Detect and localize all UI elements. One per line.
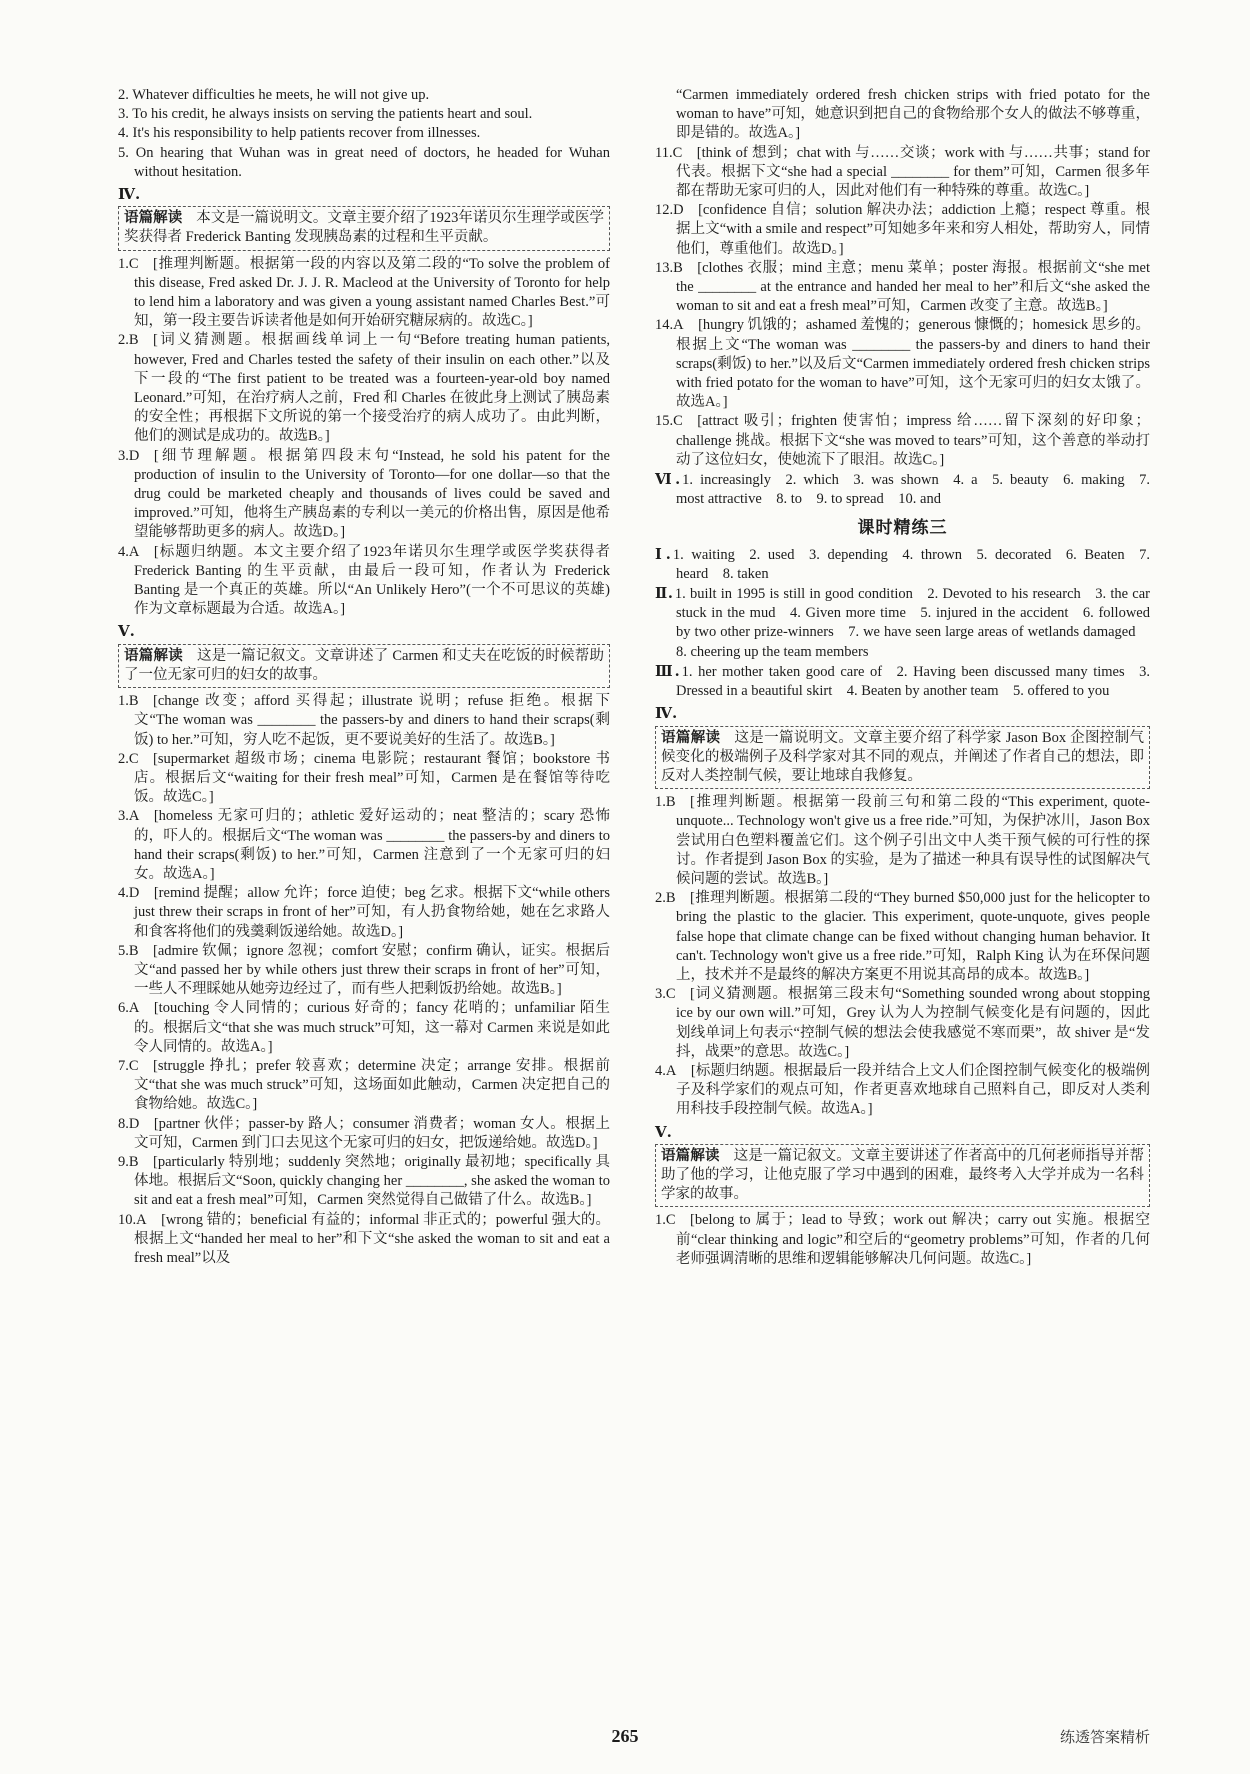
section-vi-answers	[655, 470, 1150, 509]
answer-list: 1. built in 1995 is still in good condition 2. Devoted to his research 3. the car stuck in the mud 4. Given more time 5. injured in the accident 6. followed by two other prize-winners 7. we have seen large areas of wetlands damaged 8. cheering up the team members	[674, 586, 1150, 660]
section-label: Ⅴ.	[118, 622, 135, 641]
answer-item: 12.D [confidence 自信；solution 解决办法；addiction 上瘾；respect 尊重。根据上文“with a smile and respect”可知她多年来和穷人相处，帮助穷人，同情他们，尊重他们。故选D。]	[655, 202, 1150, 257]
answer-item: 1.B [change 改变；afford 买得起；illustrate 说明；refuse 拒绝。根据下文“The woman was ________ the passers-by and diners to hand their scraps(剩饭) to her.”可知，穷人吃不起饭，更不要说美好的生活了。故选B。]	[118, 693, 610, 748]
answer-item: 3.C [词义猜测题。根据第三段末句“Something sounded wrong about stopping ice by our own will.”可知，Grey 认为人为控制气候变化是有问题的，因此划线单词上句表示“控制气候的想法会使我感觉不寒而栗”，故 shiver 是“发抖，战栗”的意思。故选C。]	[655, 986, 1150, 1060]
reading-summary-box	[655, 1144, 1150, 1208]
sentence-item: 5. On hearing that Wuhan was in great need of doctors, he headed for Wuhan without hesitation.	[118, 144, 610, 180]
section-label: Ⅲ.	[655, 662, 680, 680]
sentence-item: 3. To his credit, he always insists on serving the patients heart and soul.	[118, 106, 533, 123]
reading-summary-box	[118, 206, 610, 250]
answer-item: 1.B [推理判断题。根据第一段前三句和第二段的“This experiment, quote-unquote... Technology won't give us a free ride.”可知，为保护冰川，Jason Box 尝试用白色塑料覆盖它们。这个例子引出文中人类干预气候的可行性的探讨。作者提到 Jason Box 的实验，是为了描述一种具有误导性的试图解决气候问题的尝试。故选B。]	[655, 794, 1150, 887]
section-iii-answers	[655, 662, 1150, 701]
answer-list: 1. waiting 2. used 3. depending 4. thrown 5. decorated 6. Beaten 7. heard 8. taken	[672, 546, 1150, 582]
answer-item: 3.D [细节理解题。根据第四段末句“Instead, he sold his patent for the production of insulin to the University of Toronto—for one dollar—so that the drug could be marketed cheaply and thousands of lives could be saved and improved.”可知，他将生产胰岛素的专利以一美元的价格出售，原因是他希望能够帮助更多的病人。故选D。]	[118, 447, 610, 541]
section-label: Ⅴ.	[655, 1122, 672, 1141]
reading-tag: 语篇解读	[124, 647, 183, 664]
reading-tag: 语篇解读	[124, 210, 183, 227]
answer-item: 2.C [supermarket 超级市场；cinema 电影院；restaurant 餐馆；bookstore 书店。根据后文“waiting for their fresh meal”可知，Carmen 是在餐馆等待吃饭。故选C。]	[118, 750, 610, 806]
reading-text: 本文是一篇说明文。文章主要介绍了1923年诺贝尔生理学或医学奖获得者 Frederick Banting 发现胰岛素的过程和生平贡献。	[124, 210, 605, 246]
page-number: 265	[611, 1726, 639, 1746]
reading-summary-box	[118, 644, 610, 688]
answer-list: 1. her mother taken good care of 2. Having been discussed many times 3. Dressed in a beautiful skirt 4. Beaten by another team 5. offered to you	[676, 663, 1150, 700]
sentence-item: 4. It's his responsibility to help patients recover from illnesses.	[118, 125, 481, 142]
book-label: 练透答案精析	[1059, 1729, 1150, 1746]
section-label: Ⅳ.	[655, 704, 678, 723]
reading-text: 这是一篇说明文。文章主要介绍了科学家 Jason Box 企图控制气候变化的极端例子及科学家对其不同的观点，并阐述了作者自己的想法，即反对人类控制气候，要让地球自我修复。	[661, 729, 1144, 784]
answer-item: 15.C [attract 吸引；frighten 使害怕；impress 给……留下深刻的好印象；challenge 挑战。根据下文“she was moved to tears”可知，这个善意的举动打动了这位妇女，使她流下了眼泪。故选C。]	[655, 413, 1150, 468]
answer-item: 3.A [homeless 无家可归的；athletic 爱好运动的；neat 整洁的；scary 恐怖的，吓人的。根据后文“The woman was ________ the passers-by and diners to hand their scraps(剩饭) to her.”可知，Carmen 注意到了一个无家可归的妇女。故选A。]	[118, 808, 610, 882]
answer-item: 10.A [wrong 错的；beneficial 有益的；informal 非正式的；powerful 强大的。根据上文“handed her meal to her”和下文“she asked the woman to sit and eat a fresh meal”以及	[118, 1211, 610, 1266]
sentence-item: 2. Whatever difficulties he meets, he will not give up.	[118, 87, 430, 103]
answer-item-continued: “Carmen immediately ordered fresh chicken strips with fried potato for the woman to have”可知，她意识到把自己的食物给那个女人的做法不够尊重，即是错的。故选A。]	[676, 87, 1150, 142]
section-label: Ⅳ.	[118, 185, 141, 204]
section-i-answers	[655, 545, 1150, 584]
left-column	[118, 86, 610, 1268]
section-label: Ⅰ.	[655, 545, 671, 563]
answer-item: 6.A [touching 令人同情的；curious 好奇的；fancy 花哨的；unfamiliar 陌生的。根据后文“that she was much struck”可知，这一幕对 Carmen 来说是如此令人同情的。故选A。]	[118, 1000, 610, 1055]
answer-item: 14.A [hungry 饥饿的；ashamed 羞愧的；generous 慷慨的；homesick 思乡的。根据上文“The woman was ________ the passers-by and diners to hand their scraps(剩饭) to her.”以及后文“Carmen immediately ordered fresh chicken strips with fried potato for the woman to have”可知，这个无家可归的妇女太饿了。故选A。]	[655, 317, 1150, 411]
answer-item: 5.B [admire 钦佩；ignore 忽视；comfort 安慰；confirm 确认，证实。根据后文“and passed her by while others just threw their scraps in front of her”可知，一些人不理睬她从她旁边经过了，而有些人把剩饭扔给她。故选B。]	[118, 942, 610, 998]
answer-item: 4.D [remind 提醒；allow 允许；force 迫使；beg 乞求。根据下文“while others just threw their scraps in front of her”可知，有人扔食物给她，她在乞求路人和食客将他们的残羹剩饭递给她。故选D。]	[118, 885, 610, 940]
answer-list: 1. increasingly 2. which 3. was shown 4. a 5. beauty 6. making 7. most attractive 8. to 9. to spread 10. and	[676, 472, 1150, 508]
reading-tag: 语篇解读	[661, 1147, 720, 1164]
answer-item: 8.D [partner 伙伴；passer-by 路人；consumer 消费者；woman 女人。根据上文可知，Carmen 到门口去见这个无家可归的妇女，把饭递给她。故选D。]	[118, 1115, 610, 1151]
reading-text: 这是一篇记叙文。文章讲述了 Carmen 和丈夫在吃饭的时候帮助了一位无家可归的妇女的故事。	[124, 647, 605, 683]
section-label: Ⅱ.	[655, 585, 673, 603]
answer-item: 1.C [belong to 属于；lead to 导致；work out 解决；carry out 实施。根据空前“clear thinking and logic”和空后的“geometry problems”可知，作者的几何老师强调清晰的思维和逻辑能够解决几何问题。故选C。]	[655, 1212, 1150, 1267]
lesson-title: 课时精练三	[857, 518, 948, 538]
answer-item: 7.C [struggle 挣扎；prefer 较喜欢；determine 决定；arrange 安排。根据前文“that she was much struck”可知，这场面如此触动，Carmen 决定把自己的食物给她。故选C。]	[118, 1057, 610, 1113]
answer-item: 4.A [标题归纳题。根据最后一段并结合上文人们企图控制气候变化的极端例子及科学家们的观点可知，作者更喜欢地球自己照料自己，即反对人类利用科技手段控制气候。故选A。]	[655, 1062, 1150, 1118]
answer-item: 2.B [词义猜测题。根据画线单词上一句“Before treating human patients, however, Fred and Charles tested the safety of their insulin on each other.”以及下一段的“The first patient to be treated was a fourteen-year-old boy named Leonard.”可知，在治疗病人之前，Fred 和 Charles 在彼此身上测试了胰岛素的安全性；再根据下文所说的第一个接受治疗的病人成功了。由此判断，他们的测试是成功的。故选B。]	[118, 332, 610, 445]
section-label: Ⅵ.	[655, 471, 681, 489]
reading-tag: 语篇解读	[661, 729, 721, 746]
answer-item: 1.C [推理判断题。根据第一段的内容以及第二段的“To solve the problem of this disease, Fred asked Dr. J. J. R. Macleod at the University of Toronto for help to lend him a laboratory and was given a young assistant named Charles Best.”可知，第一段主要告诉读者他是如何开始研究糖尿病的。故选C。]	[118, 255, 610, 330]
reading-summary-box	[655, 726, 1150, 790]
right-column	[655, 86, 1150, 1269]
section-ii-answers	[655, 584, 1150, 662]
answer-item: 13.B [clothes 衣服；mind 主意；menu 菜单；poster 海报。根据前文“she met the ________ at the entrance and handed her meal to her”和后文“she asked the woman to sit and eat a fresh meal”可知，Carmen 改变了主意。故选B。]	[655, 259, 1150, 315]
answer-item: 2.B [推理判断题。根据第二段的“They burned $50,000 just for the helicopter to bring the plastic to the glacier. This experiment, quote-unquote, gives people false hope that climate change can be fixed without changing human behavior. It can't. Technology won't give us a free ride.”可知，Ralph King 认为在环保问题上，技术并不是最终的解决方案更不用说其高昂的成本。故选B。]	[655, 890, 1150, 983]
reading-text: 这是一篇记叙文。文章主要讲述了作者高中的几何老师指导并帮助了他的学习，让他克服了学习中遇到的困难，最终考入大学并成为一名科学家的故事。	[661, 1147, 1145, 1203]
answer-item: 4.A [标题归纳题。本文主要介绍了1923年诺贝尔生理学或医学奖获得者 Frederick Banting 的生平贡献，由最后一段可知，作者认为 Frederick Banting 是一个真正的英雄。所以“An Unlikely Hero”(一个不可思议的英雄)作为文章标题最为合适。故选A。]	[118, 543, 610, 618]
answer-item: 11.C [think of 想到；chat with 与……交谈；work with 与……共事；stand for 代表。根据下文“she had a special ________ for them”可知，Carmen 很多年都在帮助无家可归的人，因此对他们有一种特殊的尊重。故选C。]	[655, 144, 1150, 200]
answer-item: 9.B [particularly 特别地；suddenly 突然地；originally 最初地；specifically 具体地。根据后文“Soon, quickly changing her ________, she asked the woman to sit and eat a fresh meal”可知，Carmen 突然觉得自己做错了什么。故选B。]	[118, 1153, 610, 1209]
